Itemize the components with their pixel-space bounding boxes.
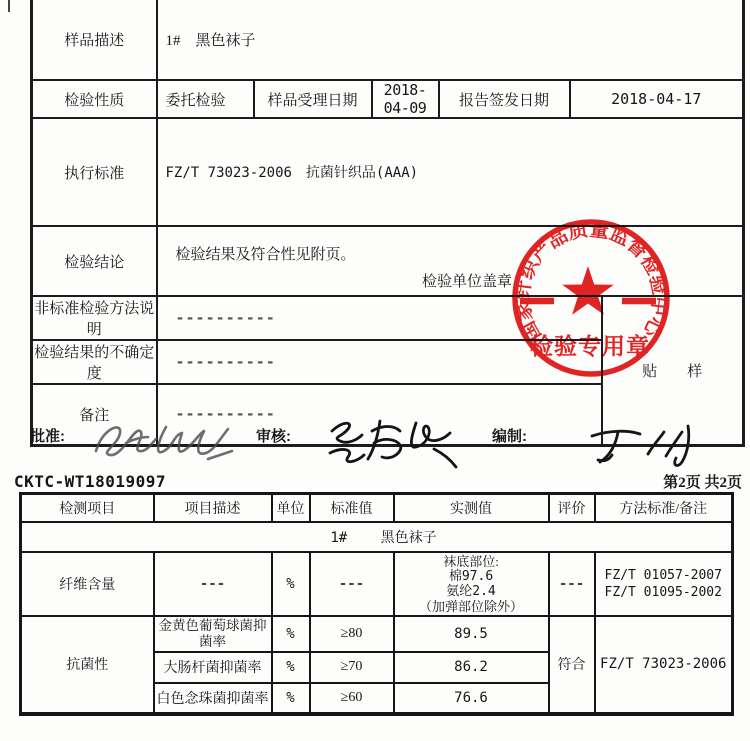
page-number: 第2页 共2页 bbox=[663, 475, 742, 491]
uncertainty-label: 检验结果的不确定度 bbox=[32, 340, 157, 384]
standard-value: FZ/T 73023-2006 抗菌针织品(AAA) bbox=[157, 118, 744, 226]
fiber-method-line: FZ/T 01095-2002 bbox=[604, 584, 722, 600]
col-header-unit: 单位 bbox=[272, 494, 310, 522]
fiber-unit: % bbox=[272, 552, 310, 616]
scan-edge-artifact bbox=[8, 0, 10, 12]
fiber-evaluation: --- bbox=[549, 552, 595, 616]
conclusion-label: 检验结论 bbox=[32, 226, 157, 296]
antibacterial-standard: ≥60 bbox=[310, 683, 394, 714]
antibacterial-row bbox=[21, 616, 733, 652]
accept-date-value: 2018-04-09 bbox=[372, 80, 439, 118]
fiber-method bbox=[595, 552, 733, 616]
seal-star-icon bbox=[562, 266, 613, 315]
conclusion-value: 检验结果及符合性见附页。 bbox=[175, 247, 356, 263]
antibacterial-method: FZ/T 73023-2006 bbox=[595, 616, 733, 714]
fiber-measured bbox=[394, 552, 549, 616]
preparer-signature bbox=[582, 414, 702, 469]
fiber-description: --- bbox=[154, 552, 272, 616]
nature-value: 委托检验 bbox=[157, 80, 254, 118]
antibacterial-measured: 76.6 bbox=[394, 683, 549, 714]
table-row bbox=[32, 80, 744, 118]
remarks-value: ---------- bbox=[157, 384, 602, 445]
fiber-measured-line: （加弹部位除外） bbox=[418, 598, 523, 614]
fiber-measured-line: 氨纶2.4 bbox=[446, 583, 496, 599]
fiber-content-row bbox=[21, 552, 733, 616]
sample-name: 黑色袜子 bbox=[380, 530, 437, 546]
seal-caption: 检验单位盖章 bbox=[422, 274, 513, 290]
sample-desc-value: 1# 黑色袜子 bbox=[157, 0, 744, 80]
approver-signature bbox=[82, 413, 247, 471]
nonstandard-value: ---------- bbox=[157, 296, 602, 340]
antibacterial-desc: 白色念珠菌抑菌率 bbox=[154, 683, 272, 714]
sample-cell bbox=[21, 522, 733, 552]
reviewer-signature bbox=[316, 409, 466, 473]
col-header-description: 项目描述 bbox=[154, 494, 272, 522]
fiber-method-line: FZ/T 01057-2007 bbox=[604, 567, 722, 583]
antibacterial-item: 抗菌性 bbox=[21, 616, 154, 714]
col-header-method: 方法标准/备注 bbox=[595, 494, 733, 522]
table-row bbox=[32, 0, 744, 80]
test-results-table bbox=[19, 492, 734, 716]
antibacterial-unit: % bbox=[272, 683, 310, 714]
seal-arc-text: 国家针织产品质量监督检验中心 bbox=[512, 219, 670, 345]
fiber-standard: --- bbox=[310, 552, 394, 616]
col-header-evaluation: 评价 bbox=[549, 494, 595, 522]
accept-date-label: 样品受理日期 bbox=[254, 80, 372, 118]
sample-no: 1# bbox=[330, 529, 348, 546]
table-header-row bbox=[21, 494, 733, 522]
paste-sample-cell: 贴 样 bbox=[602, 296, 744, 445]
issue-date-value: 2018-04-17 bbox=[570, 80, 744, 118]
prepare-label: 编制: bbox=[492, 428, 527, 445]
antibacterial-desc: 金黄色葡萄球菌抑菌率 bbox=[154, 616, 272, 652]
antibacterial-evaluation: 符合 bbox=[549, 616, 595, 714]
antibacterial-standard: ≥80 bbox=[310, 616, 394, 652]
antibacterial-unit: % bbox=[272, 616, 310, 652]
issue-date-label: 报告签发日期 bbox=[439, 80, 570, 118]
sample-desc-label: 样品描述 bbox=[32, 0, 157, 80]
antibacterial-unit: % bbox=[272, 652, 310, 683]
approve-label: 批准: bbox=[30, 428, 65, 445]
seal-bottom-text: 检验专用章 bbox=[530, 333, 650, 359]
col-header-measured: 实测值 bbox=[394, 494, 549, 522]
remarks-label: 备注 bbox=[32, 384, 157, 445]
uncertainty-value: ---------- bbox=[157, 340, 602, 384]
antibacterial-desc: 大肠杆菌抑菌率 bbox=[154, 652, 272, 683]
nature-label: 检验性质 bbox=[32, 80, 157, 118]
fiber-item: 纤维含量 bbox=[21, 552, 154, 616]
official-seal-stamp bbox=[506, 213, 676, 383]
fiber-measured-line: 棉97.6 bbox=[448, 568, 494, 584]
antibacterial-measured: 89.5 bbox=[394, 616, 549, 652]
antibacterial-measured: 86.2 bbox=[394, 652, 549, 683]
nonstandard-label: 非标准检验方法说明 bbox=[32, 296, 157, 340]
sample-row bbox=[21, 522, 733, 552]
review-label: 审核: bbox=[256, 428, 291, 445]
report-number: CKTC-WT18019097 bbox=[14, 472, 166, 491]
sheet2-header bbox=[14, 471, 742, 492]
standard-label: 执行标准 bbox=[32, 118, 157, 226]
fiber-measured-line: 袜底部位: bbox=[443, 553, 499, 569]
table-row bbox=[32, 118, 744, 226]
col-header-item: 检测项目 bbox=[21, 494, 154, 522]
col-header-standard: 标准值 bbox=[310, 494, 394, 522]
antibacterial-standard: ≥70 bbox=[310, 652, 394, 683]
